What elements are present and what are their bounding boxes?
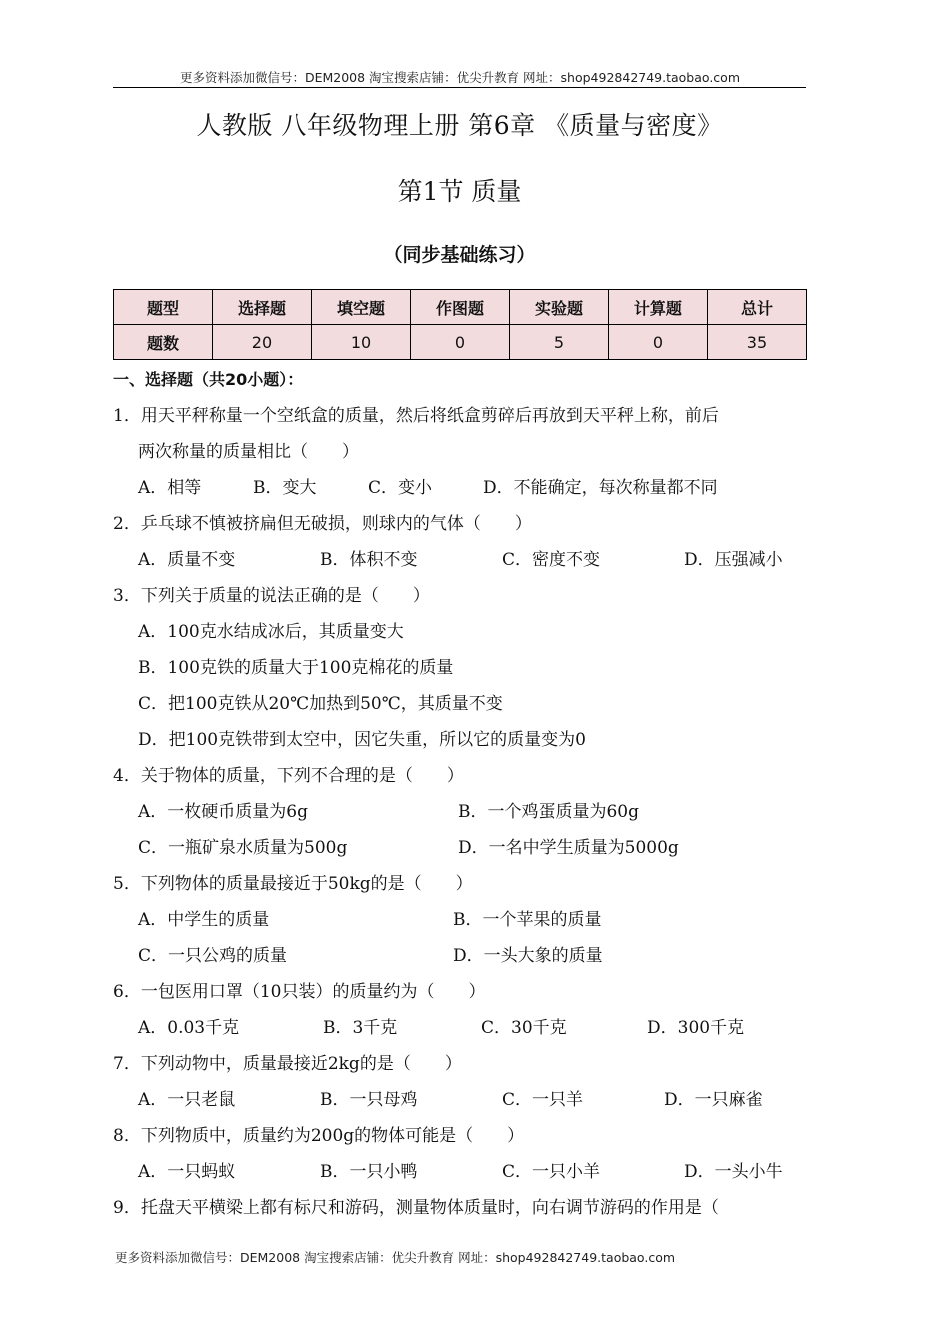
section-subtitle: 第1节 质量 bbox=[397, 177, 522, 206]
question-3-option-d: D．把100克铁带到太空中，因它失重，所以它的质量变为0 bbox=[138, 730, 586, 750]
question-7-option-d: D．一只麻雀 bbox=[664, 1090, 763, 1110]
question-2-option-c: C．密度不变 bbox=[502, 550, 601, 570]
question-6-option-c: C．30千克 bbox=[481, 1018, 567, 1038]
question-6-option-a: A．0.03千克 bbox=[138, 1018, 240, 1038]
question-7-stem: 7．下列动物中，质量最接近2kg的是（ ） bbox=[113, 1054, 462, 1074]
question-9-stem: 9．托盘天平横梁上都有标尺和游码，测量物体质量时，向右调节游码的作用是（ bbox=[113, 1198, 719, 1218]
question-5-option-b: B．一个苹果的质量 bbox=[453, 910, 602, 930]
question-1-option-b: B．变大 bbox=[253, 478, 317, 498]
footer-note: 更多资料添加微信号：DEM2008 淘宝搜索店铺：优尖升教育 网址：shop492842749.taobao.com bbox=[115, 1250, 676, 1265]
question-3-stem: 3．下列关于质量的说法正确的是（ ） bbox=[113, 586, 430, 606]
question-6-option-b: B．3千克 bbox=[323, 1018, 398, 1038]
question-5-stem: 5．下列物体的质量最接近于50kg的是（ ） bbox=[113, 874, 473, 894]
question-1-option-d: D．不能确定，每次称量都不同 bbox=[483, 478, 718, 498]
table-header-cell: 总计 bbox=[707, 290, 806, 325]
table-row-label: 题数 bbox=[114, 325, 213, 360]
question-1-stem: 1．用天平秤称量一个空纸盒的质量，然后将纸盒剪碎后再放到天平秤上称，前后 bbox=[113, 406, 719, 426]
question-4-option-a: A．一枚硬币质量为6g bbox=[138, 802, 308, 822]
question-5-option-d: D．一头大象的质量 bbox=[453, 946, 603, 966]
question-4-option-c: C．一瓶矿泉水质量为500g bbox=[138, 838, 348, 858]
question-4-option-b: B．一个鸡蛋质量为60g bbox=[458, 802, 640, 822]
table-cell: 10 bbox=[311, 325, 410, 360]
question-3-option-b: B．100克铁的质量大于100克棉花的质量 bbox=[138, 658, 454, 678]
question-7-option-c: C．一只羊 bbox=[502, 1090, 584, 1110]
question-8-option-c: C．一只小羊 bbox=[502, 1162, 601, 1182]
table-cell: 5 bbox=[509, 325, 608, 360]
table-header-cell: 题型 bbox=[114, 290, 213, 325]
question-5-option-a: A．中学生的质量 bbox=[138, 910, 270, 930]
section-heading: 一、选择题（共20小题）： bbox=[113, 370, 304, 389]
table-row bbox=[114, 325, 807, 360]
question-8-option-b: B．一只小鸭 bbox=[320, 1162, 418, 1182]
table-header-cell: 选择题 bbox=[212, 290, 311, 325]
question-8-option-d: D．一头小牛 bbox=[684, 1162, 783, 1182]
table-header-row bbox=[114, 290, 807, 325]
question-3-option-a: A．100克水结成冰后，其质量变大 bbox=[138, 622, 404, 642]
question-4-option-d: D．一名中学生质量为5000g bbox=[458, 838, 679, 858]
question-7-option-a: A．一只老鼠 bbox=[138, 1090, 236, 1110]
table-header-cell: 计算题 bbox=[608, 290, 707, 325]
question-6-option-d: D．300千克 bbox=[647, 1018, 745, 1038]
question-5-option-c: C．一只公鸡的质量 bbox=[138, 946, 288, 966]
question-4-stem: 4．关于物体的质量，下列不合理的是（ ） bbox=[113, 766, 464, 786]
question-7-option-b: B．一只母鸡 bbox=[320, 1090, 418, 1110]
table-cell: 20 bbox=[212, 325, 311, 360]
question-1-option-c: C．变小 bbox=[368, 478, 433, 498]
question-6-stem: 6．一包医用口罩（10只装）的质量约为（ ） bbox=[113, 982, 486, 1002]
header-note: 更多资料添加微信号：DEM2008 淘宝搜索店铺：优尖升教育 网址：shop492842749.taobao.com bbox=[179, 70, 741, 85]
question-summary-table bbox=[113, 289, 807, 360]
question-1-option-a: A．相等 bbox=[138, 478, 202, 498]
question-1-stem-cont: 两次称量的质量相比（ ） bbox=[138, 442, 359, 462]
page-title: 人教版 八年级物理上册 第6章 《质量与密度》 bbox=[196, 111, 723, 140]
question-2-stem: 2．乒乓球不慎被挤扁但无破损，则球内的气体（ ） bbox=[113, 514, 532, 534]
table-header-cell: 作图题 bbox=[411, 290, 510, 325]
table-cell: 0 bbox=[608, 325, 707, 360]
question-2-option-b: B．体积不变 bbox=[320, 550, 418, 570]
table-header-cell: 实验题 bbox=[509, 290, 608, 325]
table-cell: 0 bbox=[411, 325, 510, 360]
table-cell: 35 bbox=[707, 325, 806, 360]
question-2-option-d: D．压强减小 bbox=[684, 550, 783, 570]
question-8-stem: 8．下列物质中，质量约为200g的物体可能是（ ） bbox=[113, 1126, 525, 1146]
question-2-option-a: A．质量不变 bbox=[138, 550, 236, 570]
question-3-option-c: C．把100克铁从20℃加热到50℃，其质量不变 bbox=[138, 694, 503, 714]
exercise-subtitle: （同步基础练习） bbox=[383, 244, 536, 266]
question-8-option-a: A．一只蚂蚁 bbox=[138, 1162, 236, 1182]
header-divider bbox=[113, 87, 806, 88]
table-header-cell: 填空题 bbox=[311, 290, 410, 325]
